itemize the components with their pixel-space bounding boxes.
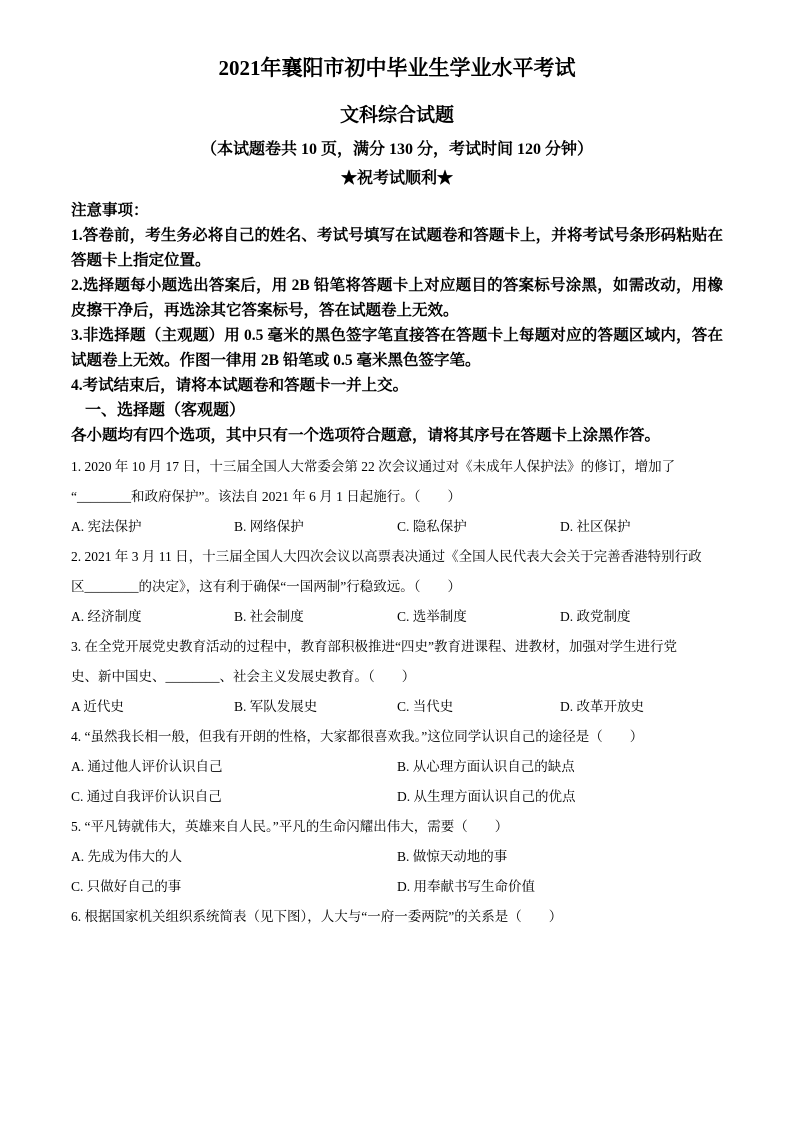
notice-list (71, 223, 723, 398)
section-header: 一、选择题（客观题） (85, 402, 246, 420)
question-2-options (71, 602, 723, 632)
question-5-option-B: B. 做惊天动地的事 (397, 849, 508, 865)
question-1-stem-line-2: “________和政府保护”。该法自 2021 年 6 月 1 日起施行。（ ） (71, 489, 461, 505)
question-3-option-D: D. 改革开放史 (560, 699, 644, 715)
question-1-option-D: D. 社区保护 (560, 519, 631, 535)
question-2-stem-line-1: 2. 2021 年 3 月 11 日，十三届全国人大四次会议以高票表决通过《全国人民代表大会关于完善香港特别行政 (71, 549, 702, 565)
question-6-stem-line-1: 6. 根据国家机关组织系统简表（见下图），人大与“一府一委两院”的关系是（ ） (71, 909, 563, 925)
exam-title: 2021年襄阳市初中毕业生学业水平考试 (218, 56, 576, 80)
question-4-option-A: A. 通过他人评价认识自己 (71, 759, 223, 775)
question-3-stem-line-1: 3. 在全党开展党史教育活动的过程中，教育部积极推进“四史”教育进课程、进教材，加强对学生进行党 (71, 639, 677, 655)
notice-header: 注意事项： (71, 202, 149, 220)
question-4-option-D: D. 从生理方面认识自己的优点 (397, 789, 576, 805)
question-6 (71, 902, 723, 932)
question-2-option-B: B. 社会制度 (234, 609, 304, 625)
question-5-option-C: C. 只做好自己的事 (71, 879, 182, 895)
question-2-option-C: C. 选举制度 (397, 609, 467, 625)
question-5-option-D: D. 用奉献书写生命价值 (397, 879, 535, 895)
question-4-option-B: B. 从心理方面认识自己的缺点 (397, 759, 575, 775)
notice-item-4: 4.考试结束后，请将本试题卷和答题卡一并上交。 (71, 377, 409, 395)
question-4-options (71, 752, 723, 812)
exam-info-line: （本试题卷共 10 页，满分 130 分，考试时间 120 分钟） (200, 140, 593, 158)
question-4 (71, 722, 723, 812)
question-3-option-A: A 近代史 (71, 699, 124, 715)
exam-subject-title: 文科综合试题 (339, 105, 454, 127)
question-2 (71, 542, 723, 632)
question-5-option-A: A. 先成为伟大的人 (71, 849, 182, 865)
question-3-option-B: B. 军队发展史 (234, 699, 318, 715)
question-3-option-C: C. 当代史 (397, 699, 454, 715)
question-1-option-A: A. 宪法保护 (71, 519, 142, 535)
question-3-stem-line-2: 史、新中国史、________、社会主义发展史教育。（ ） (71, 669, 416, 685)
question-5-options (71, 842, 723, 902)
notice-item-3: 3.非选择题（主观题）用 0.5 毫米的黑色签字笔直接答在答题卡上每题对应的答题区域内，答在试题卷上无效。作图一律用 2B 铅笔或 0.5 毫米黑色签字笔。 (71, 327, 723, 370)
section-instruction: 各小题均有四个选项，其中只有一个选项符合题意，请将其序号在答题卡上涂黑作答。 (71, 427, 661, 445)
question-4-option-C: C. 通过自我评价认识自己 (71, 789, 222, 805)
question-3-options (71, 692, 723, 722)
question-2-stem-line-2: 区________的决定》，这有利于确保“一国两制”行稳致远。（ ） (71, 579, 461, 595)
question-1-options (71, 512, 723, 542)
question-5 (71, 812, 723, 902)
question-5-stem-line-1: 5. “平凡铸就伟大，英雄来自人民。”平凡的生命闪耀出伟大，需要（ ） (71, 819, 509, 835)
question-1-option-B: B. 网络保护 (234, 519, 304, 535)
question-1-option-C: C. 隐私保护 (397, 519, 467, 535)
notice-item-1: 1.答卷前，考生务必将自己的姓名、考试号填写在试题卷和答题卡上，并将考试号条形码粘贴在答题卡上指定位置。 (71, 227, 723, 270)
exam-wish-line: ★祝考试顺利★ (340, 170, 453, 188)
question-1-stem-line-1: 1. 2020 年 10 月 17 日，十三届全国人大常委会第 22 次会议通过对《未成年人保护法》的修订，增加了 (71, 459, 676, 475)
question-3 (71, 632, 723, 722)
question-2-option-D: D. 政党制度 (560, 609, 631, 625)
notice-item-2: 2.选择题每小题选出答案后，用 2B 铅笔将答题卡上对应题目的答案标号涂黑，如需改动，用橡皮擦干净后，再选涂其它答案标号，答在试题卷上无效。 (71, 277, 723, 320)
question-1 (71, 452, 723, 542)
question-2-option-A: A. 经济制度 (71, 609, 142, 625)
question-list (71, 452, 723, 932)
question-4-stem-line-1: 4. “虽然我长相一般，但我有开朗的性格，大家都很喜欢我。”这位同学认识自己的途径是（ ） (71, 729, 644, 745)
